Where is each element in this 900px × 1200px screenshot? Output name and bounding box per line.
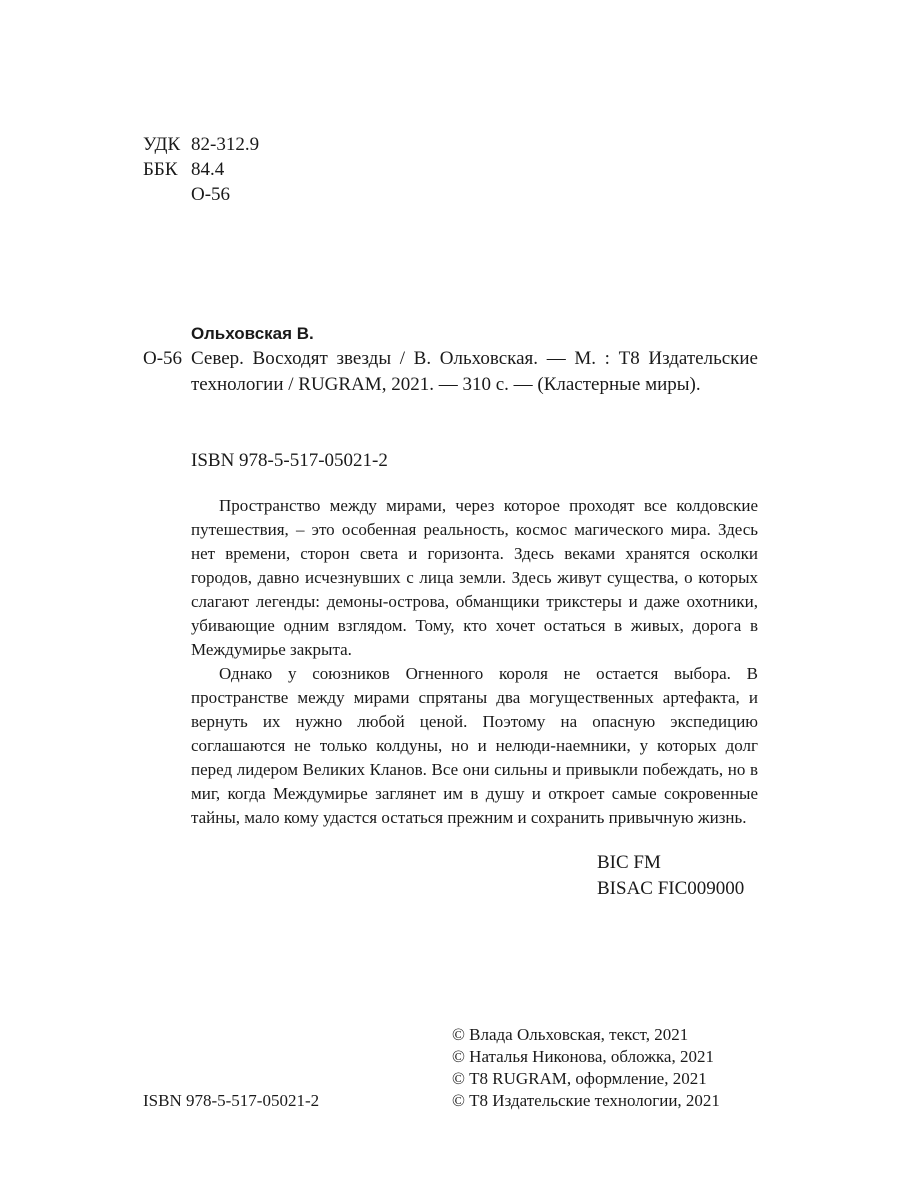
isbn-bottom: ISBN 978-5-517-05021-2 [143, 1091, 320, 1110]
copyright-line: © Т8 RUGRAM, оформление, 2021 [452, 1069, 707, 1088]
bic-code: BIC FM [597, 852, 661, 873]
author-mark: О-56 [191, 184, 231, 205]
copyright-line: © Т8 Издательские технологии, 2021 [452, 1091, 720, 1110]
classification-codes [143, 132, 259, 207]
annotation-paragraph: Однако у союзников Огненного короля не остается выбора. В пространстве между мирами спрятаны два могущественных артефакта, и вернуть их нужно любой ценой. Поэтому на опасную экспедицию соглашаются не только колдуны, но и нелюди-наемники, у которых долг перед лидером Великих Кланов. Все они сильны и привыкли побеждать, но в миг, когда Междумирье заглянет им в душу и откроет самые сокровенные тайны, мало кому удастся остаться прежним и сохранить привычную жизнь. [191, 664, 758, 827]
bbk-row [143, 157, 259, 182]
copyright-line: © Наталья Никонова, обложка, 2021 [452, 1047, 714, 1066]
udk-label: УДК [143, 134, 181, 155]
annotation-paragraph: Пространство между мирами, через которое проходят все колдовские путешествия, – это особенная реальность, космос магического мира. Здесь нет времени, сторон света и горизонта. Здесь веками хранятся осколки городов, давно исчезнувших с лица земли. Здесь живут существа, о которых слагают легенды: демоны-острова, обманщики трикстеры и даже охотники, убивающие одним взглядом. Тому, кто хочет остаться в живых, дорога в Междумирье закрыта. [191, 496, 758, 659]
subject-classification [597, 850, 744, 902]
isbn-main: ISBN 978-5-517-05021-2 [191, 450, 388, 471]
biblio-text: Север. Восходят звезды / В. Ольховская. — М. : Т8 Издательские технологии / RUGRAM, 2021. — 310 с. — (Кластерные миры). [191, 348, 758, 395]
annotation [191, 494, 758, 830]
author-mark-row [143, 182, 259, 207]
bbk-label: ББК [143, 159, 178, 180]
bbk-value: 84.4 [191, 159, 225, 180]
copyright-line: © Влада Ольховская, текст, 2021 [452, 1025, 689, 1044]
bibliographic-record [143, 346, 758, 398]
udk-value: 82-312.9 [191, 134, 260, 155]
biblio-code: О-56 [143, 348, 183, 369]
udk-row [143, 132, 259, 157]
bisac-code: BISAC FIC009000 [597, 878, 745, 899]
author-heading: Ольховская В. [191, 324, 314, 343]
copyright-block [452, 1024, 720, 1112]
